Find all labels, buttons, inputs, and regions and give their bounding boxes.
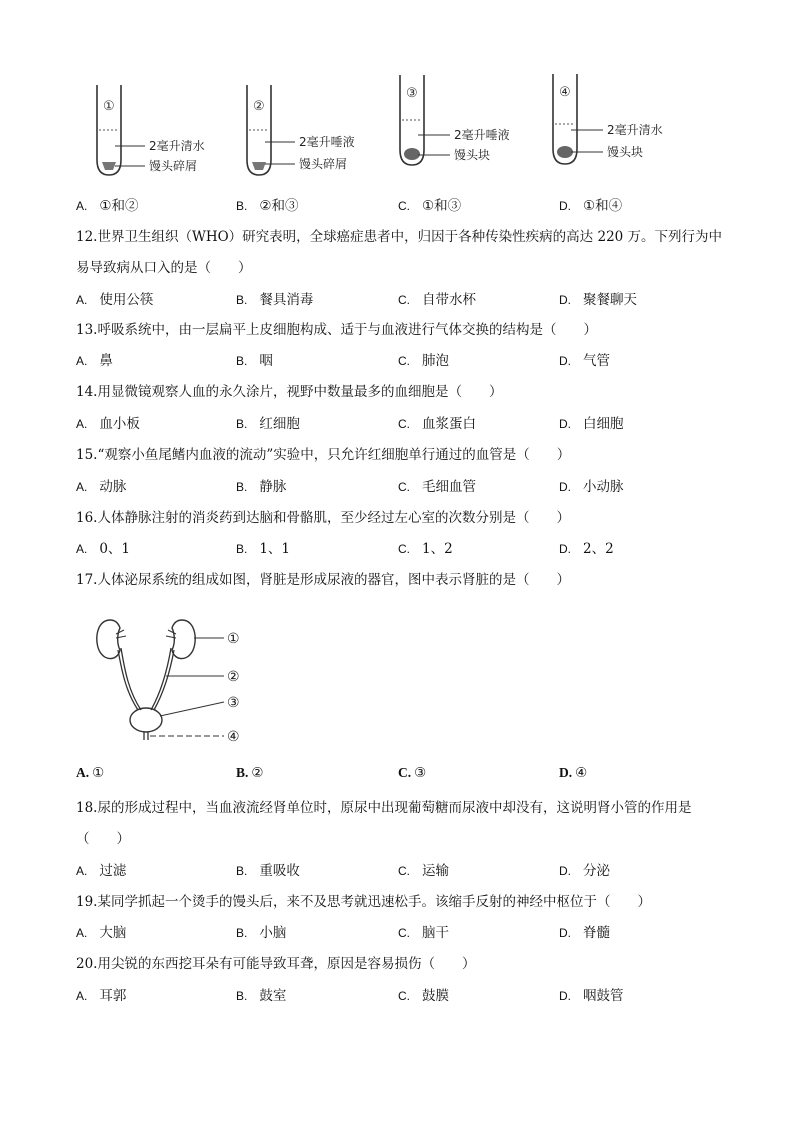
label-4: ④ [227, 729, 240, 745]
q13-stem: 13.呼吸系统中，由一层扁平上皮细胞构成、适于与血液进行气体交换的结构是（ ） [76, 322, 597, 338]
q14-option-c[interactable]: C. 血浆蛋白 [398, 416, 476, 432]
q12-option-a[interactable]: A. 使用公筷 [76, 292, 154, 308]
q18-option-a[interactable]: A. 过滤 [76, 863, 127, 879]
q16-option-d[interactable]: D. 2、2 [559, 541, 614, 557]
q11-option-c[interactable]: C. ①和③ [398, 198, 462, 214]
tube-liquid-label: 2毫升唾液 [454, 128, 510, 142]
q11-option-a[interactable]: A. ①和② [76, 198, 139, 214]
q19-stem: 19.某同学抓起一个烫手的馒头后，来不及思考就迅速松手。该缩手反射的神经中枢位于（ ） [76, 894, 651, 910]
tube-food-label: 馒头块 [454, 148, 491, 162]
q16-option-c[interactable]: C. 1、2 [398, 541, 453, 557]
q18-option-c[interactable]: C. 运输 [398, 863, 449, 879]
q12-stem-line1: 12.世界卫生组织（WHO）研究表明，全球癌症患者中，归因于各种传染性疾病的高达 220 万。下列行为中 [76, 229, 723, 245]
tube-liquid-label: 2毫升唾液 [299, 135, 355, 149]
tube-liquid-label: 2毫升清水 [607, 123, 663, 137]
label-1: ① [227, 631, 240, 647]
tube-liquid-label: 2毫升清水 [149, 139, 205, 153]
q15-stem: 15.“观察小鱼尾鳍内血液的流动”实验中，只允许红细胞单行通过的血管是（ ） [76, 447, 571, 463]
q20-stem: 20.用尖锐的东西挖耳朵有可能导致耳聋，原因是容易损伤（ ） [76, 956, 476, 972]
q14-stem: 14.用显微镜观察人血的永久涂片，视野中数量最多的血细胞是（ ） [76, 384, 503, 400]
q13-option-b[interactable]: B. 咽 [236, 353, 273, 369]
q14-option-b[interactable]: B. 红细胞 [236, 416, 300, 432]
tube-number: ③ [406, 86, 418, 101]
q19-option-c[interactable]: C. 脑干 [398, 925, 449, 941]
tube-4 [553, 74, 663, 164]
tube-2 [247, 85, 355, 175]
q18-option-d[interactable]: D. 分泌 [559, 863, 610, 879]
q18-stem-line2: （ ） [76, 831, 130, 847]
left-kidney [97, 620, 120, 659]
q12-option-b[interactable]: B. 餐具消毒 [236, 292, 314, 308]
q12-stem-line2: 易导致病从口入的是（ ） [76, 260, 252, 276]
q13-option-a[interactable]: A. 鼻 [76, 353, 113, 369]
label-2: ② [227, 669, 240, 685]
q12-option-d[interactable]: D. 聚餐聊天 [559, 292, 637, 308]
q20-option-c[interactable]: C. 鼓膜 [398, 988, 449, 1004]
right-kidney [172, 620, 195, 659]
tube-food-label: 馒头碎屑 [149, 159, 198, 173]
q18-stem-line1: 18.尿的形成过程中，当血液流经肾单位时，原尿中出现葡萄糖而尿液中却没有，这说明肾小管的作用是 [76, 800, 692, 816]
q16-option-b[interactable]: B. 1、1 [236, 541, 291, 557]
urinary-system-figure [90, 612, 260, 747]
q16-option-a[interactable]: A. 0、1 [76, 541, 131, 557]
q17-option-d[interactable]: D. ④ [559, 765, 588, 781]
q13-option-c[interactable]: C. 肺泡 [398, 353, 449, 369]
q20-option-a[interactable]: A. 耳郭 [76, 988, 127, 1004]
q19-option-b[interactable]: B. 小脑 [236, 925, 287, 941]
q17-option-a[interactable]: A. ① [76, 765, 105, 781]
q15-option-d[interactable]: D. 小动脉 [559, 479, 624, 495]
q17-stem: 17.人体泌尿系统的组成如图，肾脏是形成尿液的器官，图中表示肾脏的是（ ） [76, 572, 570, 588]
tube-number: ① [103, 99, 115, 114]
q17-option-c[interactable]: C. ③ [398, 765, 427, 781]
bladder [130, 708, 162, 732]
tube-food-label: 馒头块 [607, 145, 644, 159]
q11-option-d[interactable]: D. ①和④ [559, 198, 623, 214]
q14-option-d[interactable]: D. 白细胞 [559, 416, 624, 432]
q12-option-c[interactable]: C. 自带水杯 [398, 292, 476, 308]
tube-number: ④ [559, 85, 571, 100]
tube-3 [400, 75, 510, 165]
q18-option-b[interactable]: B. 重吸收 [236, 863, 300, 879]
tube-number: ② [253, 99, 265, 114]
tube-1 [97, 85, 205, 175]
q16-stem: 16.人体静脉注射的消炎药到达脑和骨骼肌，至少经过左心室的次数分别是（ ） [76, 510, 570, 526]
q19-option-d[interactable]: D. 脊髓 [559, 925, 610, 941]
label-3: ③ [227, 695, 240, 711]
q13-option-d[interactable]: D. 气管 [559, 353, 610, 369]
q20-option-d[interactable]: D. 咽鼓管 [559, 988, 624, 1004]
q17-option-b[interactable]: B. ② [236, 765, 264, 781]
q15-option-a[interactable]: A. 动脉 [76, 479, 127, 495]
tube-food-label: 馒头碎屑 [299, 157, 348, 171]
q15-option-b[interactable]: B. 静脉 [236, 479, 287, 495]
q14-option-a[interactable]: A. 血小板 [76, 416, 140, 432]
q19-option-a[interactable]: A. 大脑 [76, 925, 127, 941]
q20-option-b[interactable]: B. 鼓室 [236, 988, 287, 1004]
test-tube-figure [85, 70, 705, 185]
q15-option-c[interactable]: C. 毛细血管 [398, 479, 476, 495]
q11-option-b[interactable]: B. ②和③ [236, 198, 299, 214]
